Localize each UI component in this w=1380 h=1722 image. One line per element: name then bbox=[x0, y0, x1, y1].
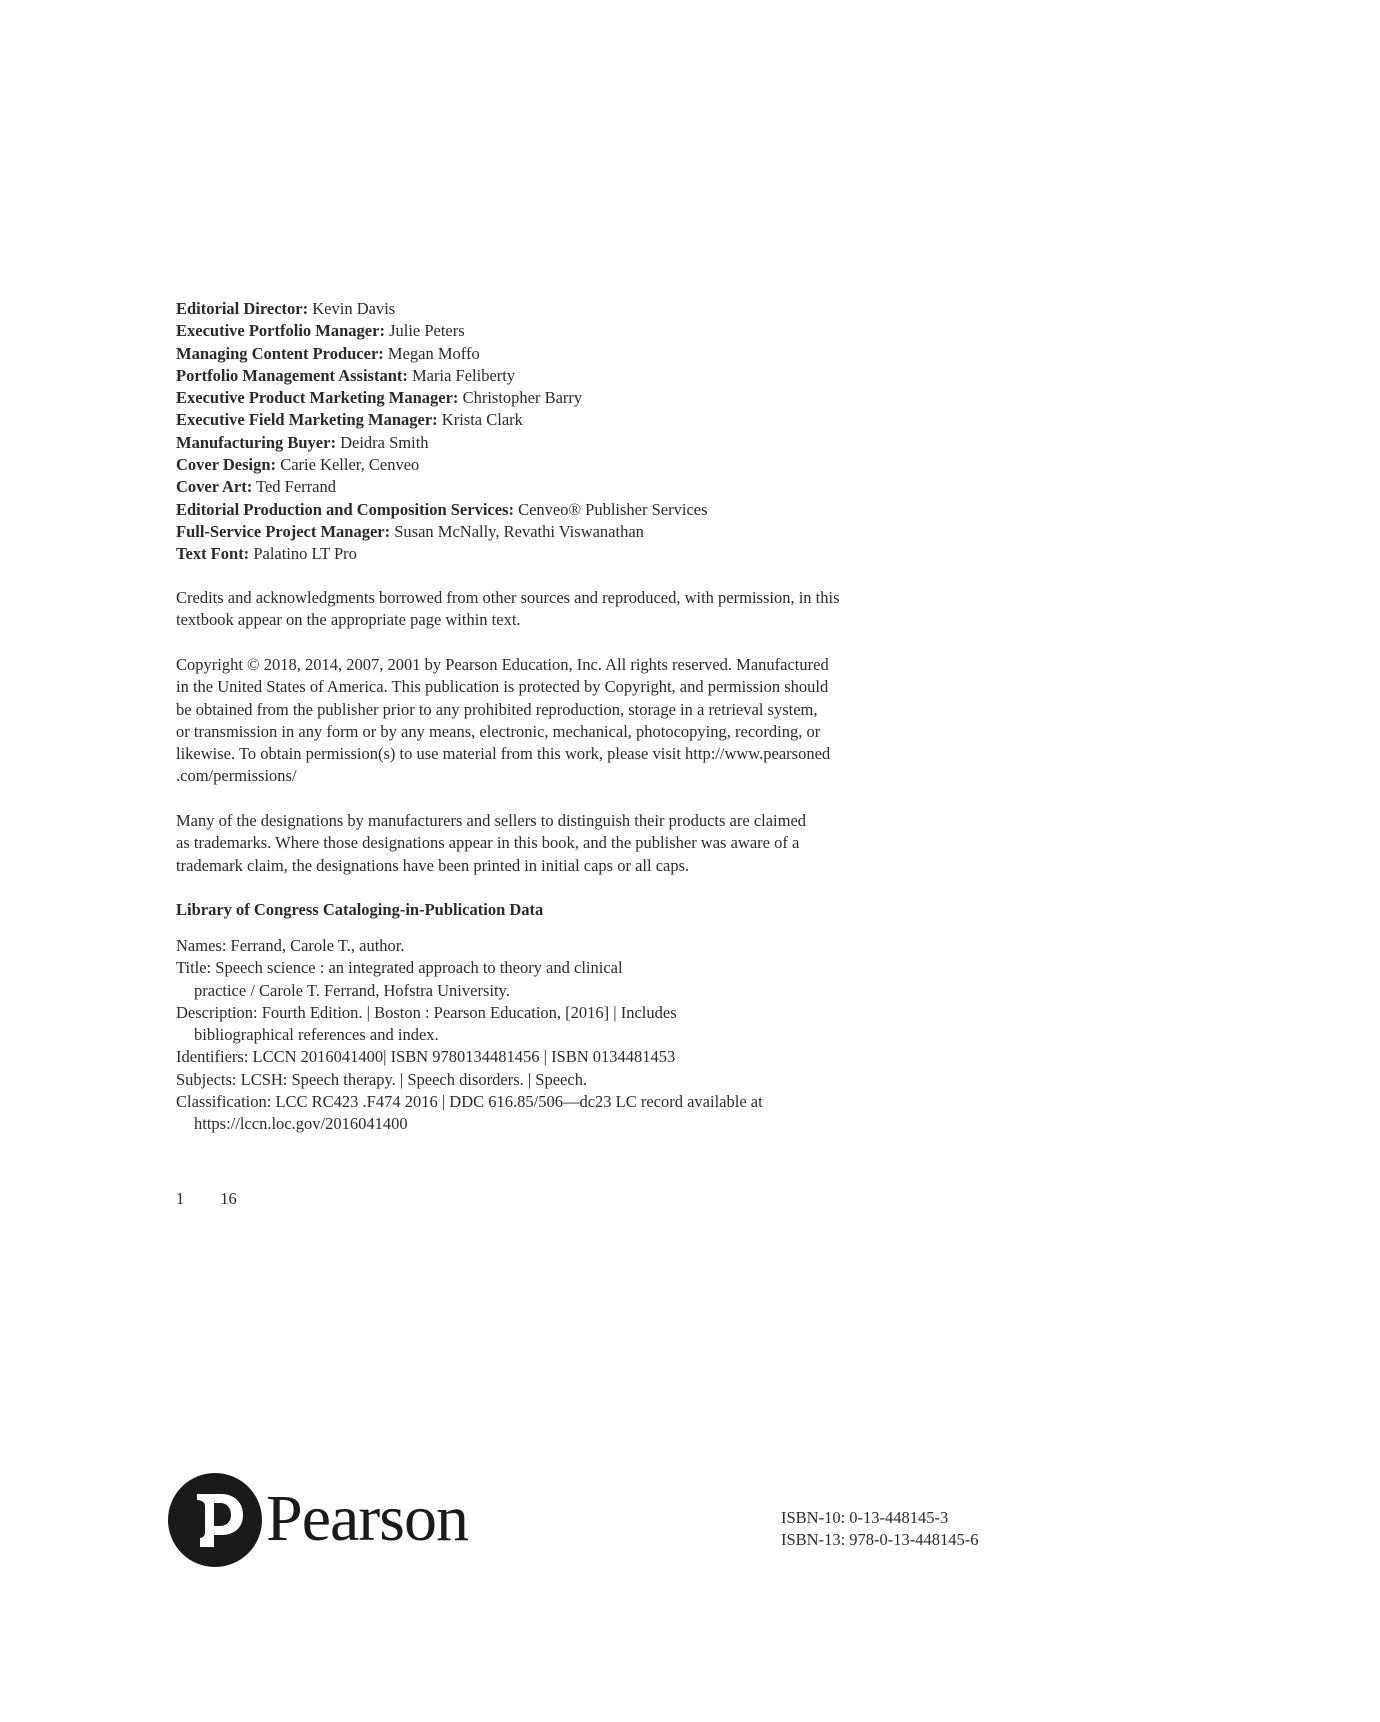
cip-description-continuation: bibliographical references and index. bbox=[194, 1025, 439, 1045]
pearson-wordmark: Pearson bbox=[266, 1482, 468, 1555]
cip-classification-continuation: https://lccn.loc.gov/2016041400 bbox=[194, 1114, 408, 1134]
cip-classification-line: Classification: LCC RC423 .F474 2016 | DDC 616.85/506—dc23 LC record available at bbox=[176, 1092, 763, 1112]
credit-line bbox=[176, 343, 1056, 365]
credit-name: Deidra Smith bbox=[340, 432, 429, 452]
credit-role: Portfolio Management Assistant: bbox=[176, 365, 408, 385]
cip-data-block bbox=[176, 935, 1006, 1136]
credit-line bbox=[176, 365, 1056, 387]
credit-line bbox=[176, 454, 1056, 476]
credit-line bbox=[176, 521, 1056, 543]
credit-line bbox=[176, 432, 1056, 454]
pearson-logo bbox=[167, 1472, 497, 1568]
cip-title-line: Title: Speech science : an integrated approach to theory and clinical bbox=[176, 958, 623, 978]
credit-role: Executive Portfolio Manager: bbox=[176, 321, 385, 341]
credit-role: Executive Field Marketing Manager: bbox=[176, 410, 438, 430]
credits-acknowledgment-paragraph: Credits and acknowledgments borrowed from other sources and reproduced, with permission, in this textbook appear on the appropriate page within text. bbox=[176, 588, 840, 630]
copyright-paragraph: Copyright © 2018, 2014, 2007, 2001 by Pearson Education, Inc. All rights reserved. Manufactured in the United States of America. This publication is protected by Copyright, and permission should be obtained from the publisher prior to any prohibited reproduction, storage in a retrieval system, or transmission in any form or by any means, electronic, mechanical, photocopying, recording, or likewise. To obtain permission(s) to use material from this work, please visit http://www.pearsoned .com/permissions/ bbox=[176, 655, 831, 786]
isbn-block bbox=[781, 1507, 979, 1552]
credit-line bbox=[176, 543, 1056, 565]
credit-name: Ted Ferrand bbox=[256, 477, 336, 497]
credit-name: Palatino LT Pro bbox=[253, 544, 357, 564]
cip-names: Names: Ferrand, Carole T., author. bbox=[176, 936, 405, 955]
credit-name: Christopher Barry bbox=[462, 388, 583, 408]
credit-role: Editorial Director: bbox=[176, 299, 309, 318]
credit-role: Text Font: bbox=[176, 544, 250, 564]
credit-role: Manufacturing Buyer: bbox=[176, 432, 336, 452]
isbn-13: ISBN-13: 978-0-13-448145-6 bbox=[781, 1530, 979, 1550]
credit-line bbox=[176, 320, 1056, 342]
printing-line bbox=[176, 1188, 237, 1210]
credit-role: Cover Design: bbox=[176, 455, 277, 475]
cip-identifiers: Identifiers: LCCN 2016041400| ISBN 9780134481456 | ISBN 0134481453 bbox=[176, 1047, 676, 1067]
credit-name: Cenveo® Publisher Services bbox=[518, 499, 708, 519]
cip-description bbox=[176, 1002, 1006, 1047]
credit-line bbox=[176, 476, 1056, 498]
credit-line bbox=[176, 409, 1056, 431]
credit-name: Krista Clark bbox=[441, 410, 523, 430]
credit-role: Editorial Production and Composition Services: bbox=[176, 499, 514, 519]
credit-line bbox=[176, 387, 1056, 409]
credit-name: Carie Keller, Cenveo bbox=[280, 455, 420, 475]
credit-name: Kevin Davis bbox=[312, 299, 396, 318]
credit-name: Julie Peters bbox=[389, 321, 465, 341]
credit-line bbox=[176, 499, 1056, 521]
credit-role: Cover Art: bbox=[176, 477, 253, 497]
printing-number: 1 bbox=[176, 1189, 185, 1208]
credit-role: Full-Service Project Manager: bbox=[176, 521, 391, 541]
cip-title-continuation: practice / Carole T. Ferrand, Hofstra University. bbox=[194, 980, 510, 1000]
cip-description-line: Description: Fourth Edition. | Boston : Pearson Education, [2016] | Includes bbox=[176, 1002, 677, 1022]
printing-year: 16 bbox=[220, 1189, 237, 1208]
cip-classification bbox=[176, 1091, 1006, 1136]
credit-role: Managing Content Producer: bbox=[176, 343, 384, 363]
isbn-10: ISBN-10: 0-13-448145-3 bbox=[781, 1508, 949, 1527]
cip-heading: Library of Congress Cataloging-in-Publication Data bbox=[176, 900, 544, 919]
credit-name: Maria Feliberty bbox=[412, 365, 516, 385]
credit-line bbox=[176, 298, 1056, 320]
credit-name: Susan McNally, Revathi Viswanathan bbox=[394, 521, 644, 541]
pearson-p-icon bbox=[167, 1472, 263, 1568]
trademarks-paragraph: Many of the designations by manufacturers and sellers to distinguish their products are claimed as trademarks. Where those designations appear in this book, and the publisher was aware of a trademark claim, the designations have been printed in initial caps or all caps. bbox=[176, 811, 807, 875]
credit-role: Executive Product Marketing Manager: bbox=[176, 388, 459, 408]
cip-subjects: Subjects: LCSH: Speech therapy. | Speech disorders. | Speech. bbox=[176, 1069, 588, 1089]
cip-title bbox=[176, 957, 1006, 1002]
credits-list bbox=[176, 298, 1056, 566]
credit-name: Megan Moffo bbox=[387, 343, 480, 363]
